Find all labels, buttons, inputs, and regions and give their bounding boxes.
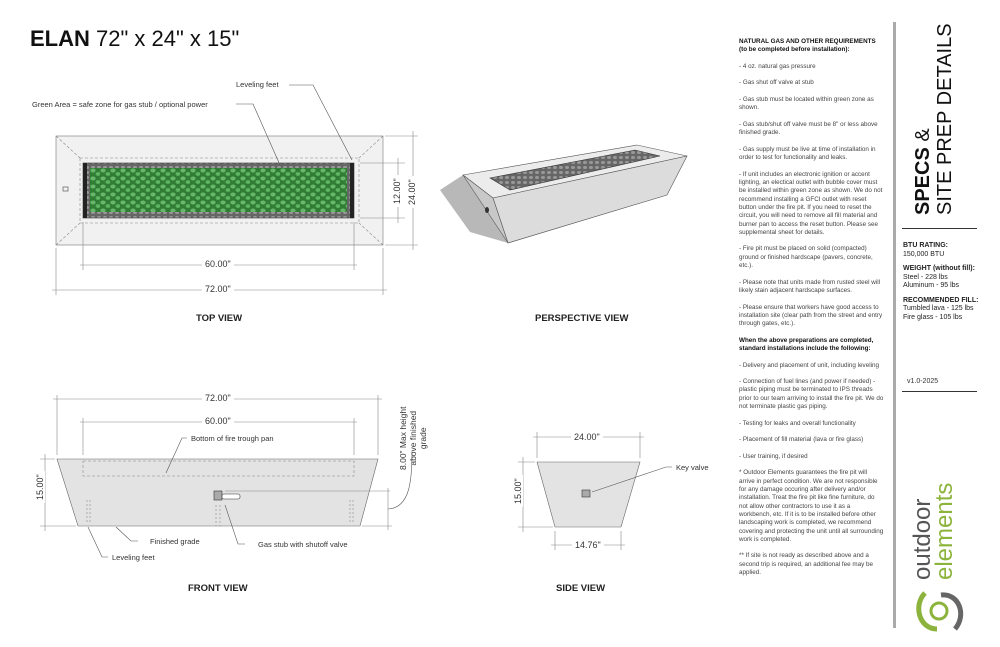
fee-note: ** If site is not ready as described above and a second trip is required, an additional fee may be applied. xyxy=(739,552,874,576)
dim-top-24: 24.00" xyxy=(407,176,417,208)
callout-max-height xyxy=(398,406,428,470)
btu-value: 150,000 BTU xyxy=(903,250,945,258)
callout-finished-grade: Finished grade xyxy=(150,537,200,546)
weight-steel: Steel - 228 lbs xyxy=(903,273,948,281)
dim-front-15: 15.00" xyxy=(35,471,45,503)
standard-item: - User training, if desired xyxy=(739,452,808,460)
sidebar-title xyxy=(912,15,956,215)
requirements-heading: NATURAL GAS AND OTHER REQUIREMENTS (to be completed before installation): xyxy=(739,38,876,54)
standard-item: - Connection of fuel lines (and power if needed) - plastic piping must be terminated to IPS threads prior to our team arriving to install the fire pit. We do not terminate plastic gas piping. xyxy=(739,378,884,411)
title-site-prep: SITE PREP DETAILS xyxy=(934,23,956,215)
logo-outdoor: outdoor xyxy=(909,498,936,580)
weight-aluminum: Aluminum - 95 lbs xyxy=(903,282,960,289)
weight-label: WEIGHT (without fill): xyxy=(903,265,975,272)
dim-side-1476: 14.76" xyxy=(572,540,604,550)
top-view-label: TOP VIEW xyxy=(196,313,243,324)
perspective-view-drawing xyxy=(440,145,687,243)
fill-lava: Tumbled lava - 125 lbs xyxy=(903,305,974,312)
dim-top-12: 12.00" xyxy=(392,175,402,207)
btu-label: BTU RATING: xyxy=(903,242,948,249)
dim-top-72: 72.00" xyxy=(202,284,234,294)
requirement-item: - 4 oz. natural gas pressure xyxy=(739,62,816,70)
fill-glass: Fire glass - 105 lbs xyxy=(903,313,963,321)
sidebar-divider xyxy=(893,22,896,628)
dim-top-60: 60.00" xyxy=(202,259,234,269)
guarantee-note: * Outdoor Elements guarantees the fire pit will arrive in perfect condition. We are not responsible for any damage occuring after delivery and/or installation. Treat the fire pit like fine furniture, do not allow other contractors to use it as a workbench, etc. If it is to be installed before other landscaping work is completed, we recommend covering and protecting the unit until all surrounding work is completed. xyxy=(739,469,884,543)
brand-logo-text xyxy=(909,380,958,580)
callout-max-height-line: 8.00" Max height xyxy=(398,406,408,470)
dim-front-72: 72.00" xyxy=(202,393,234,403)
callout-leveling-feet-front: Leveling feet xyxy=(112,553,155,562)
requirement-item: - Please note that units made from rusted steel will likely stain adjacent hardscape surfaces. xyxy=(739,278,881,294)
callout-max-height-line: grade xyxy=(418,427,428,450)
top-view-drawing xyxy=(52,85,418,295)
callout-leveling-feet-top: Leveling feet xyxy=(236,80,279,89)
logo-elements: elements xyxy=(931,482,958,580)
standard-item: - Placement of fill material (lava or fire glass) xyxy=(739,436,864,444)
side-view-label: SIDE VIEW xyxy=(556,583,606,594)
requirement-item: - Gas stub must be located within green zone as shown. xyxy=(739,96,874,112)
fill-label: RECOMMENDED FILL: xyxy=(903,296,979,304)
requirement-item: - Gas stub/shut off valve must be 8" or less above finished grade. xyxy=(739,120,878,137)
requirement-item: - Gas supply must be live at time of installation in order to test for functionality and leaks. xyxy=(739,145,876,162)
side-view-drawing xyxy=(518,432,672,550)
brand-logo-icon xyxy=(915,585,965,637)
dim-side-24: 24.00" xyxy=(571,432,603,442)
standard-item: - Delivery and placement of unit, including leveling xyxy=(739,361,880,369)
title-specs: SPECS xyxy=(912,147,934,215)
standard-install-heading: When the above preparations are completed, standard installations include the following: xyxy=(739,336,874,352)
callout-trough-pan: Bottom of fire trough pan xyxy=(191,434,274,443)
product-name: ELAN xyxy=(30,26,90,51)
requirements-text xyxy=(739,38,884,586)
dim-front-60: 60.00" xyxy=(202,416,234,426)
dim-side-15: 15.00" xyxy=(513,475,523,507)
callout-max-height-line: above finished xyxy=(408,410,418,466)
sidebar-rule-top xyxy=(902,228,977,229)
perspective-view-label: PERSPECTIVE VIEW xyxy=(535,313,629,324)
specs-block xyxy=(903,242,978,328)
front-view-label: FRONT VIEW xyxy=(188,583,248,594)
callout-gas-stub: Gas stub with shutoff valve xyxy=(258,540,348,549)
title-amp: & xyxy=(912,128,934,148)
version: v1.0-2025 xyxy=(907,378,939,385)
callout-green-area: Green Area = safe zone for gas stub / optional power xyxy=(32,100,208,109)
requirement-item: - Gas shut off valve at stub xyxy=(739,79,814,87)
callout-key-valve: Key valve xyxy=(676,463,709,472)
requirement-item: - Fire pit must be placed on solid (compacted) ground or finished hardscape (pavers, concrete, etc.). xyxy=(739,245,873,270)
requirement-item: - Please ensure that workers have good access to installation site (clear path from the street and entry through gates, etc.). xyxy=(739,303,883,328)
standard-item: - Testing for leaks and overall functionality xyxy=(739,419,856,427)
requirement-item: - If unit includes an electronic ignition or accent lighting, an electical outlet with bubble cover must be installed within green zone as shown. We do not recommend installing a GFCI outlet with reset button under the fire pit. If you need to reset the circuit, you will need to remove all fill material and burner pan to access the reset button. Please see supplemental sheet for details. xyxy=(739,170,883,236)
product-dimensions: 72" x 24" x 15" xyxy=(89,26,240,51)
